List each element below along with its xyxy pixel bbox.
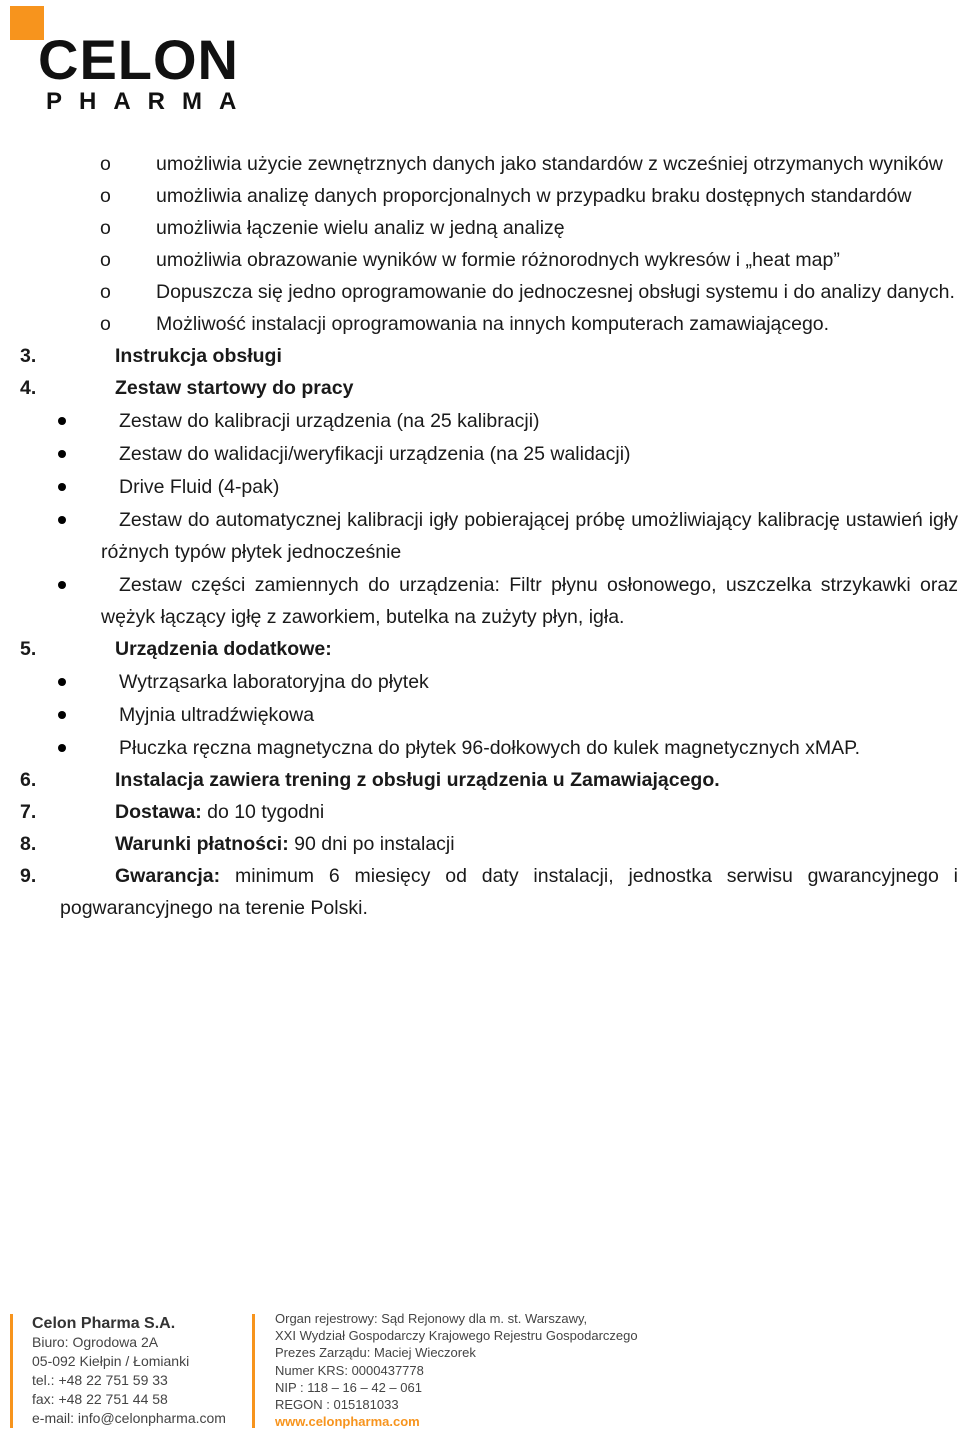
footer-company: Celon Pharma S.A. — [32, 1315, 176, 1332]
section-number: 7. — [20, 801, 37, 823]
footer-ceo: Prezes Zarządu: Maciej Wieczorek — [275, 1345, 476, 1361]
footer-registry-line: XXI Wydział Gospodarczy Krajowego Rejestru Gospodarczego — [275, 1328, 638, 1344]
software-item-text: Możliwość instalacji oprogramowania na innych komputerach zamawiającego. — [156, 313, 830, 335]
section-label: Dostawa: — [115, 801, 202, 823]
section-title: Instalacja zawiera trening z obsługi urządzenia u Zamawiającego. — [115, 769, 720, 791]
starter-kit-item-text: Drive Fluid (4-pak) — [119, 475, 280, 498]
starter-kit-item-text: Zestaw do automatycznej kalibracji igły pobierającej próbę umożliwiający kalibrację ustawień igły różnych typów płytek jednocześnie — [101, 508, 958, 563]
software-item — [0, 244, 960, 276]
footer-divider — [252, 1314, 255, 1428]
section-number: 9. — [20, 865, 37, 887]
document-body — [0, 148, 960, 924]
section-title: Instrukcja obsługi — [115, 345, 282, 367]
section-number: 3. — [20, 345, 37, 367]
footer-email: e-mail: info@celonpharma.com — [32, 1410, 226, 1426]
additional-device-item — [0, 698, 960, 731]
bullet-icon — [58, 581, 66, 589]
starter-kit-item-text: Zestaw do kalibracji urządzenia (na 25 kalibracji) — [119, 409, 540, 432]
additional-device-text: Płuczka ręczna magnetyczna do płytek 96-dołkowych do kulek magnetycznych xMAP. — [119, 736, 861, 759]
section-label: Gwarancja: — [115, 865, 221, 887]
section-title: Zestaw startowy do pracy — [115, 377, 354, 399]
section-value: 90 dni po instalacji — [288, 833, 455, 855]
section-number: 6. — [20, 769, 37, 791]
list-marker: o — [100, 281, 111, 303]
section-7 — [0, 796, 960, 828]
software-item — [0, 212, 960, 244]
celon-pharma-logo — [10, 6, 254, 116]
software-item-text: umożliwia użycie zewnętrznych danych jako standardów z wcześniej otrzymanych wyników — [156, 153, 943, 175]
section-3-heading — [0, 340, 960, 372]
additional-device-item — [0, 665, 960, 698]
section-label: Warunki płatności: — [115, 833, 289, 855]
list-marker: o — [100, 249, 111, 271]
footer-registry-line: Organ rejestrowy: Sąd Rejonowy dla m. st. Warszawy, — [275, 1311, 588, 1326]
footer-address: 05-092 Kiełpin / Łomianki — [32, 1353, 190, 1369]
starter-kit-item-text: Zestaw do walidacji/weryfikacji urządzenia (na 25 walidacji) — [119, 442, 631, 465]
list-marker: o — [100, 217, 111, 239]
list-marker: o — [100, 313, 111, 335]
bullet-icon — [58, 711, 66, 719]
section-number: 8. — [20, 833, 37, 855]
section-6-heading — [0, 764, 960, 796]
footer-address: Biuro: Ogrodowa 2A — [32, 1334, 159, 1350]
section-title: Urządzenia dodatkowe: — [115, 638, 332, 660]
section-body — [115, 796, 958, 828]
software-item-text: umożliwia obrazowanie wyników w formie różnorodnych wykresów i „heat map” — [156, 249, 840, 271]
starter-kit-item — [0, 437, 960, 470]
bullet-icon — [58, 417, 66, 425]
software-item-text: umożliwia analizę danych proporcjonalnych w przypadku braku dostępnych standardów — [156, 185, 912, 207]
software-item — [0, 308, 960, 340]
starter-kit-item — [0, 404, 960, 437]
footer-registry — [275, 1310, 638, 1430]
bullet-icon — [58, 483, 66, 491]
bullet-icon — [58, 516, 66, 524]
software-item — [0, 180, 960, 212]
bullet-icon — [58, 744, 66, 752]
software-item-text: umożliwia łączenie wielu analiz w jedną analizę — [156, 217, 565, 239]
footer-fax: fax: +48 22 751 44 58 — [32, 1391, 168, 1407]
list-marker: o — [100, 185, 111, 207]
section-value: do 10 tygodni — [201, 801, 325, 823]
footer-krs: Numer KRS: 0000437778 — [275, 1362, 424, 1378]
additional-device-item — [0, 731, 960, 764]
footer-website-link[interactable]: www.celonpharma.com — [275, 1414, 420, 1430]
section-body — [115, 828, 958, 860]
footer-regon: REGON : 015181033 — [275, 1397, 399, 1413]
section-9 — [0, 860, 960, 924]
page-footer — [0, 1306, 960, 1434]
footer-contact — [32, 1314, 226, 1428]
starter-kit-item-text: Zestaw części zamiennych do urządzenia: Filtr płynu osłonowego, uszczelka strzykawki oraz wężyk łączący igłę z zaworkiem, butelka na zużyty płyn, igła. — [101, 573, 958, 628]
section-8 — [0, 828, 960, 860]
logo-subtitle: PHARMA — [46, 88, 254, 115]
footer-nip: NIP : 118 – 16 – 42 – 061 — [275, 1379, 422, 1395]
starter-kit-item — [0, 470, 960, 503]
section-value: minimum 6 miesięcy od daty instalacji, jednostka serwisu gwarancyjnego i pogwarancyjnego na terenie Polski. — [60, 865, 958, 919]
bullet-icon — [58, 678, 66, 686]
footer-divider — [10, 1314, 13, 1428]
software-item — [0, 148, 960, 180]
software-item — [0, 276, 960, 308]
footer-tel: tel.: +48 22 751 59 33 — [32, 1372, 168, 1388]
section-4-heading — [0, 372, 960, 404]
bullet-icon — [58, 450, 66, 458]
logo-wordmark: CELON — [38, 28, 239, 91]
additional-device-text: Myjnia ultradźwiękowa — [119, 703, 315, 726]
list-marker: o — [100, 153, 111, 175]
section-body — [60, 860, 958, 924]
section-5-heading — [0, 633, 960, 665]
starter-kit-item — [0, 568, 960, 633]
section-number: 5. — [20, 638, 37, 660]
additional-device-text: Wytrząsarka laboratoryjna do płytek — [119, 670, 429, 693]
section-number: 4. — [20, 377, 37, 399]
starter-kit-item — [0, 503, 960, 568]
software-item-text: Dopuszcza się jedno oprogramowanie do jednoczesnej obsługi systemu i do analizy danych. — [156, 281, 955, 303]
